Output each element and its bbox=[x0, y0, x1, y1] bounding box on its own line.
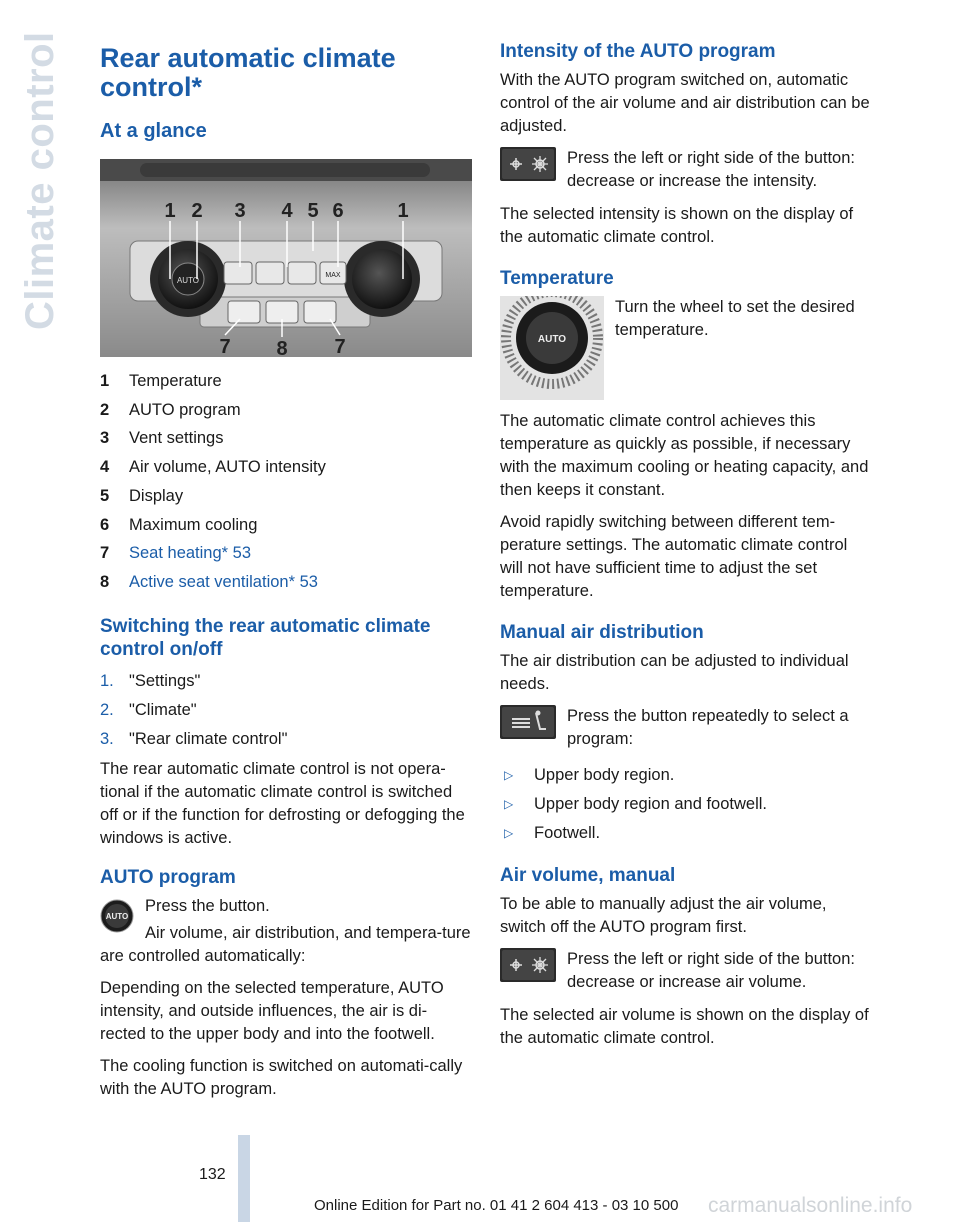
legend-item-link[interactable]: 7 Seat heating* 53 bbox=[100, 539, 472, 568]
intensity-heading: Intensity of the AUTO program bbox=[500, 41, 776, 62]
photo-auto-label: AUTO bbox=[176, 276, 200, 285]
legend-item: 2 AUTO program bbox=[100, 400, 241, 419]
legend-item: 1 Temperature bbox=[100, 372, 222, 390]
air-volume-para-1: To be able to manually adjust the air volume, switch off the AUTO program first. bbox=[500, 895, 827, 936]
manual-air-bullets bbox=[500, 761, 874, 848]
auto-para-2: The cooling function is switched on automati-cally with the AUTO program. bbox=[100, 1056, 463, 1098]
fan-button-icon bbox=[500, 147, 556, 181]
photo-max-label: MAX bbox=[325, 272, 341, 279]
temperature-heading: Temperature bbox=[500, 268, 614, 289]
air-volume-heading: Air volume, manual bbox=[500, 865, 676, 886]
callout-4: 4 bbox=[281, 200, 293, 222]
temperature-wheel-icon bbox=[500, 296, 604, 400]
side-title bbox=[18, 31, 68, 340]
manual-air-button-text: Press the button repeatedly to select a program: bbox=[567, 707, 849, 748]
triangle-bullet-icon: ▷ bbox=[504, 797, 514, 811]
legend-item: 5 Display bbox=[100, 486, 184, 505]
right-column bbox=[500, 40, 874, 1059]
intensity-button-row bbox=[500, 147, 874, 193]
step-item: 2. "Climate" bbox=[100, 700, 197, 719]
seat-heating-link[interactable]: Seat heating* 53 bbox=[129, 544, 252, 563]
callout-1b: 1 bbox=[397, 200, 409, 222]
left-column bbox=[100, 40, 472, 1110]
switching-note: The rear automatic climate control is not opera-tional if the automatic climate control is switched off or if the function for defrosting or defogging the windows is active. bbox=[100, 759, 465, 847]
auto-press-text: Press the button. bbox=[145, 896, 270, 915]
triangle-bullet-icon: ▷ bbox=[504, 826, 514, 840]
auto-para-1: Depending on the selected temperature, AUTO intensity, and outside influences, the air is di-rected to the upper body and into the footwell. bbox=[100, 978, 444, 1043]
callout-6: 6 bbox=[332, 200, 344, 222]
temperature-wheel-row bbox=[500, 296, 874, 400]
page-number: 132 bbox=[199, 1166, 226, 1183]
fan-button-icon bbox=[500, 948, 556, 982]
legend-list bbox=[100, 367, 472, 597]
legend-item-link[interactable]: 8 Active seat ventilation* 53 bbox=[100, 568, 472, 597]
step-item: 1. "Settings" bbox=[100, 671, 201, 690]
intensity-button-text: Press the left or right side of the button: decrease or increase the intensity. bbox=[567, 149, 855, 190]
callout-3: 3 bbox=[234, 200, 246, 222]
list-item: ▷ Upper body region and footwell. bbox=[500, 790, 874, 819]
triangle-bullet-icon: ▷ bbox=[504, 768, 514, 782]
legend-item: 4 Air volume, AUTO intensity bbox=[100, 458, 326, 477]
air-volume-button-row bbox=[500, 948, 874, 994]
auto-icon-label: AUTO bbox=[105, 911, 129, 921]
list-item: ▷ Footwell. bbox=[500, 819, 874, 848]
footer-bar bbox=[238, 1135, 250, 1222]
air-volume-para-2: The selected air volume is shown on the display of the automatic climate control. bbox=[500, 1006, 869, 1047]
callout-1a: 1 bbox=[164, 200, 176, 222]
legend-item: 6 Maximum cooling bbox=[100, 515, 258, 534]
auto-desc: Air volume, air distribution, and tempera-ture are controlled automatically: bbox=[100, 923, 471, 965]
intensity-para-2: The selected intensity is shown on the display of the automatic climate control. bbox=[500, 205, 854, 246]
steps-list bbox=[100, 667, 472, 754]
page-title: Rear automatic climate control* bbox=[100, 43, 396, 102]
watermark: carmanualsonline.info bbox=[708, 1194, 913, 1217]
auto-program-heading: AUTO program bbox=[100, 866, 236, 888]
list-item: ▷ Upper body region. bbox=[500, 761, 874, 790]
callout-5: 5 bbox=[307, 200, 319, 222]
callout-7a: 7 bbox=[219, 336, 231, 357]
callout-7b: 7 bbox=[334, 336, 346, 357]
temperature-para-1: The automatic climate control achieves this temperature as quickly as possible, if necessary with the maximum cooling or heating capacity, and then keeps it constant. bbox=[500, 412, 869, 499]
seat-ventilation-link[interactable]: Active seat ventilation* 53 bbox=[129, 572, 318, 591]
callout-2: 2 bbox=[191, 200, 203, 222]
at-a-glance-heading: At a glance bbox=[100, 120, 207, 142]
temperature-wheel-text: Turn the wheel to set the desired temperature. bbox=[615, 298, 855, 339]
air-distribution-button-icon bbox=[500, 705, 556, 739]
side-title-text: Climate control bbox=[18, 31, 62, 330]
auto-press-block bbox=[100, 895, 472, 921]
switching-heading: Switching the rear automatic climate control on/off bbox=[100, 615, 431, 660]
callout-8: 8 bbox=[276, 338, 288, 357]
auto-button-icon bbox=[100, 899, 134, 933]
legend-item: 3 Vent settings bbox=[100, 429, 224, 448]
manual-air-para-1: The air distribution can be adjusted to individual needs. bbox=[500, 652, 849, 693]
online-edition-text: Online Edition for Part no. 01 41 2 604 413 - 03 10 500 bbox=[314, 1197, 679, 1214]
manual-air-heading: Manual air distribution bbox=[500, 622, 704, 643]
step-item: 3. "Rear climate control" bbox=[100, 729, 288, 748]
control-panel-photo bbox=[100, 159, 472, 357]
temperature-para-2: Avoid rapidly switching between different tem-perature settings. The automatic climate control will not have sufficient time to adjust the set temperature. bbox=[500, 513, 848, 600]
intensity-para-1: With the AUTO program switched on, automatic control of the air volume and air distribution can be adjusted. bbox=[500, 71, 870, 135]
manual-air-button-row bbox=[500, 705, 874, 751]
air-volume-button-text: Press the left or right side of the button: decrease or increase air volume. bbox=[567, 950, 855, 991]
wheel-auto-label: AUTO bbox=[537, 334, 567, 345]
